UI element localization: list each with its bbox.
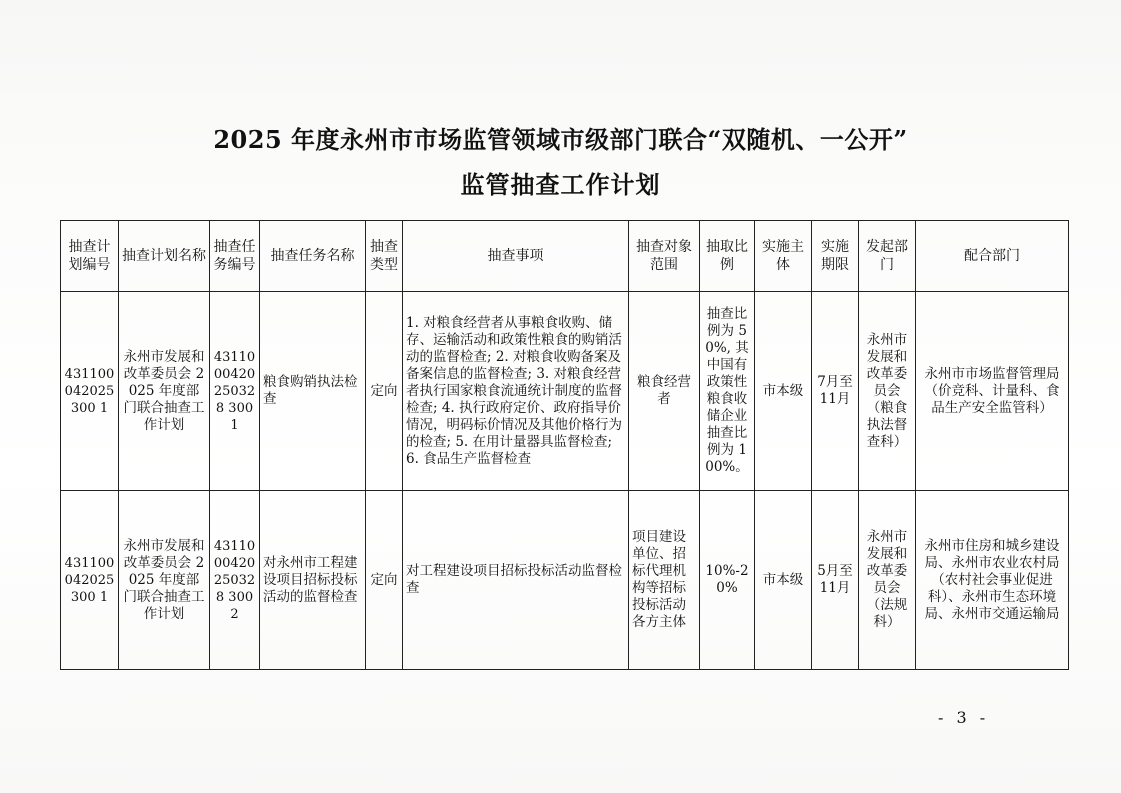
cell-task-name: 对永州市工程建设项目招标投标活动的监督检查 [260, 491, 366, 670]
header-initiator: 发起部门 [859, 221, 916, 292]
cell-items: 对工程建设项目招标投标活动监督检查 [403, 491, 629, 670]
cell-cooperators: 永州市市场监督管理局（价竞科、计量科、食品生产安全监管科） [916, 292, 1069, 491]
cell-scope: 粮食经营者 [629, 292, 700, 491]
header-implementer: 实施主体 [755, 221, 812, 292]
cell-type: 定向 [366, 292, 403, 491]
cell-plan-no: 431100042025300 1 [61, 491, 119, 670]
cell-ratio: 10%-20% [700, 491, 755, 670]
cell-implementer: 市本级 [755, 491, 812, 670]
cell-period: 5月至11月 [812, 491, 859, 670]
header-task-no: 抽查任务编号 [210, 221, 260, 292]
cell-scope: 项目建设单位、招标代理机构等招标投标活动各方主体 [629, 491, 700, 670]
header-ratio: 抽取比例 [700, 221, 755, 292]
header-scope: 抽查对象范围 [629, 221, 700, 292]
page-number: - 3 - [938, 708, 990, 727]
cell-ratio: 抽查比例为 50%, 其中国有政策性粮食收储企业抽查比例为 100%。 [700, 292, 755, 491]
cell-plan-no: 431100042025300 1 [61, 292, 119, 491]
cell-plan-name: 永州市发展和改革委员会 2025 年度部门联合抽查工作计划 [119, 292, 210, 491]
cell-type: 定向 [366, 491, 403, 670]
cell-period: 7月至11月 [812, 292, 859, 491]
header-plan-name: 抽查计划名称 [119, 221, 210, 292]
header-task-name: 抽查任务名称 [260, 221, 366, 292]
table-row [61, 491, 1069, 670]
table-header-row [61, 221, 1069, 292]
header-items: 抽查事项 [403, 221, 629, 292]
cell-implementer: 市本级 [755, 292, 812, 491]
header-period: 实施期限 [812, 221, 859, 292]
cell-initiator: 永州市发展和改革委员会（粮食执法督查科） [859, 292, 916, 491]
cell-plan-name: 永州市发展和改革委员会 2025 年度部门联合抽查工作计划 [119, 491, 210, 670]
header-type: 抽查类型 [366, 221, 403, 292]
document-subtitle: 监管抽查工作计划 [460, 170, 661, 199]
header-plan-no: 抽查计划编号 [61, 221, 119, 292]
cell-cooperators: 永州市住房和城乡建设局、永州市农业农村局（农村社会事业促进科）、永州市生态环境局、永州市交通运输局 [916, 491, 1069, 670]
document-title: 2025 年度永州市市场监管领域市级部门联合“双随机、一公开” [213, 125, 908, 154]
cell-items: 1. 对粮食经营者从事粮食收购、储存、运输活动和政策性粮食的购销活动的监督检查; 2. 对粮食收购备案及备案信息的监督检查; 3. 对粮食经营者执行国家粮食流通统计制度的监督检查; 4. 执行政府定价、政府指导价情况，明码标价情况及其他价格行为的检查; 5. 在用计量器具监督检查; 6. 食品生产监督检查 [403, 292, 629, 491]
header-cooperators: 配合部门 [916, 221, 1069, 292]
cell-initiator: 永州市发展和改革委员会（法规科） [859, 491, 916, 670]
cell-task-no: 4311000420250328 3002 [210, 491, 260, 670]
cell-task-name: 粮食购销执法检查 [260, 292, 366, 491]
table-row [61, 292, 1069, 491]
cell-task-no: 4311000420250328 3001 [210, 292, 260, 491]
inspection-plan-table [60, 220, 1069, 670]
